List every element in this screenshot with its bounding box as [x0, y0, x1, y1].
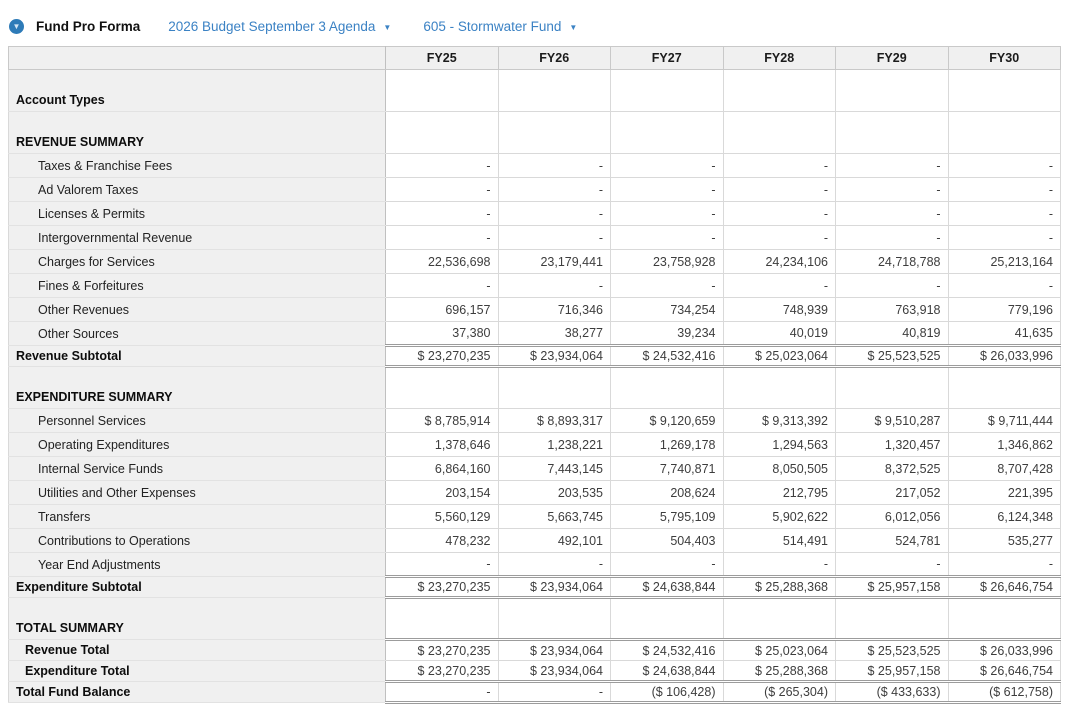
value-cell: $ 26,646,754	[948, 661, 1061, 682]
value-cell	[836, 70, 949, 112]
value-cell: $ 23,934,064	[498, 577, 611, 598]
value-cell: 22,536,698	[386, 250, 499, 274]
value-cell: 6,864,160	[386, 457, 499, 481]
value-cell	[498, 598, 611, 640]
row-label: Transfers	[9, 505, 386, 529]
value-cell: 535,277	[948, 529, 1061, 553]
row-label: Year End Adjustments	[9, 553, 386, 577]
value-cell: 492,101	[498, 529, 611, 553]
value-cell: -	[836, 178, 949, 202]
value-cell: $ 26,646,754	[948, 577, 1061, 598]
value-cell: 5,663,745	[498, 505, 611, 529]
row-label: Operating Expenditures	[9, 433, 386, 457]
fund-dropdown[interactable]	[423, 19, 577, 34]
value-cell: 23,179,441	[498, 250, 611, 274]
value-cell: 478,232	[386, 529, 499, 553]
table-row	[9, 178, 1061, 202]
table-row	[9, 70, 1061, 112]
table-row	[9, 640, 1061, 661]
row-label: Intergovernmental Revenue	[9, 226, 386, 250]
table-row	[9, 661, 1061, 682]
column-header-cell: FY26	[498, 47, 611, 70]
value-cell: 524,781	[836, 529, 949, 553]
value-cell: -	[723, 553, 836, 577]
collapse-section-icon[interactable]: ▼	[9, 19, 24, 34]
value-cell: $ 25,523,525	[836, 346, 949, 367]
value-cell: 1,269,178	[611, 433, 724, 457]
value-cell: 716,346	[498, 298, 611, 322]
value-cell: 23,758,928	[611, 250, 724, 274]
value-cell: 6,012,056	[836, 505, 949, 529]
table-row	[9, 346, 1061, 367]
column-header-cell: FY25	[386, 47, 499, 70]
value-cell	[948, 112, 1061, 154]
value-cell: $ 24,532,416	[611, 346, 724, 367]
value-cell: 212,795	[723, 481, 836, 505]
value-cell: -	[723, 154, 836, 178]
value-cell: $ 24,532,416	[611, 640, 724, 661]
value-cell: $ 25,957,158	[836, 577, 949, 598]
table-row	[9, 505, 1061, 529]
value-cell: 696,157	[386, 298, 499, 322]
value-cell: 208,624	[611, 481, 724, 505]
value-cell: 37,380	[386, 322, 499, 346]
column-header-cell: FY30	[948, 47, 1061, 70]
value-cell	[498, 70, 611, 112]
column-header-cell: FY29	[836, 47, 949, 70]
value-cell: 8,707,428	[948, 457, 1061, 481]
value-cell: -	[836, 154, 949, 178]
chevron-down-icon: ▼	[569, 23, 578, 32]
value-cell: $ 25,523,525	[836, 640, 949, 661]
table-row	[9, 154, 1061, 178]
value-cell	[386, 367, 499, 409]
table-row	[9, 298, 1061, 322]
row-label: Other Revenues	[9, 298, 386, 322]
row-label: Other Sources	[9, 322, 386, 346]
value-cell	[611, 367, 724, 409]
value-cell	[723, 112, 836, 154]
row-label: Revenue Total	[9, 640, 386, 661]
value-cell: 217,052	[836, 481, 949, 505]
value-cell: 748,939	[723, 298, 836, 322]
row-label: Taxes & Franchise Fees	[9, 154, 386, 178]
value-cell: 25,213,164	[948, 250, 1061, 274]
value-cell: $ 25,023,064	[723, 346, 836, 367]
row-label: REVENUE SUMMARY	[9, 112, 386, 154]
value-cell: -	[723, 226, 836, 250]
table-row	[9, 457, 1061, 481]
row-label: Licenses & Permits	[9, 202, 386, 226]
value-cell	[723, 70, 836, 112]
value-cell: 203,154	[386, 481, 499, 505]
value-cell: 1,238,221	[498, 433, 611, 457]
value-cell: 40,019	[723, 322, 836, 346]
proforma-table	[8, 46, 1061, 704]
row-label: Internal Service Funds	[9, 457, 386, 481]
page-title: Fund Pro Forma	[36, 19, 141, 34]
value-cell: $ 8,893,317	[498, 409, 611, 433]
table-row	[9, 433, 1061, 457]
header-row	[9, 47, 1061, 70]
value-cell: -	[498, 226, 611, 250]
value-cell	[611, 70, 724, 112]
value-cell: 734,254	[611, 298, 724, 322]
value-cell: 7,443,145	[498, 457, 611, 481]
table-row	[9, 529, 1061, 553]
value-cell: -	[386, 154, 499, 178]
value-cell	[498, 112, 611, 154]
value-cell	[836, 598, 949, 640]
value-cell: $ 23,934,064	[498, 640, 611, 661]
value-cell: -	[611, 154, 724, 178]
row-label: Account Types	[9, 70, 386, 112]
value-cell: 39,234	[611, 322, 724, 346]
value-cell: -	[948, 274, 1061, 298]
value-cell: 1,294,563	[723, 433, 836, 457]
value-cell: 504,403	[611, 529, 724, 553]
value-cell	[386, 112, 499, 154]
row-label: Charges for Services	[9, 250, 386, 274]
toolbar	[0, 0, 1066, 40]
value-cell: -	[498, 553, 611, 577]
value-cell: -	[611, 202, 724, 226]
value-cell: $ 23,934,064	[498, 346, 611, 367]
value-cell: $ 24,638,844	[611, 661, 724, 682]
value-cell: $ 23,270,235	[386, 661, 499, 682]
value-cell: -	[723, 178, 836, 202]
value-cell: $ 9,711,444	[948, 409, 1061, 433]
value-cell: 7,740,871	[611, 457, 724, 481]
chevron-down-icon: ▼	[383, 23, 392, 32]
table-row	[9, 250, 1061, 274]
value-cell: 221,395	[948, 481, 1061, 505]
value-cell	[948, 598, 1061, 640]
value-cell: $ 25,957,158	[836, 661, 949, 682]
fund-label: 605 - Stormwater Fund	[423, 19, 562, 34]
value-cell: -	[498, 202, 611, 226]
row-label: Contributions to Operations	[9, 529, 386, 553]
value-cell: $ 23,270,235	[386, 577, 499, 598]
value-cell: $ 23,270,235	[386, 640, 499, 661]
value-cell: 41,635	[948, 322, 1061, 346]
value-cell: 1,378,646	[386, 433, 499, 457]
value-cell: -	[386, 178, 499, 202]
value-cell: ($ 612,758)	[948, 682, 1061, 703]
value-cell: $ 25,288,368	[723, 661, 836, 682]
row-label: Fines & Forfeitures	[9, 274, 386, 298]
table-row	[9, 226, 1061, 250]
value-cell: -	[948, 202, 1061, 226]
row-label: Expenditure Subtotal	[9, 577, 386, 598]
row-label: Expenditure Total	[9, 661, 386, 682]
value-cell: 24,718,788	[836, 250, 949, 274]
row-label: Total Fund Balance	[9, 682, 386, 703]
value-cell: -	[386, 202, 499, 226]
value-cell: -	[836, 553, 949, 577]
value-cell: $ 9,313,392	[723, 409, 836, 433]
value-cell: -	[611, 226, 724, 250]
value-cell: -	[723, 202, 836, 226]
value-cell	[948, 367, 1061, 409]
value-cell: $ 26,033,996	[948, 640, 1061, 661]
value-cell: ($ 433,633)	[836, 682, 949, 703]
value-cell: $ 25,288,368	[723, 577, 836, 598]
value-cell: -	[948, 154, 1061, 178]
value-cell: -	[498, 154, 611, 178]
value-cell: -	[948, 553, 1061, 577]
value-cell: -	[386, 274, 499, 298]
corner-header-cell	[9, 47, 386, 70]
row-label: TOTAL SUMMARY	[9, 598, 386, 640]
value-cell: 203,535	[498, 481, 611, 505]
value-cell: 6,124,348	[948, 505, 1061, 529]
value-cell: -	[498, 178, 611, 202]
value-cell: 24,234,106	[723, 250, 836, 274]
value-cell: 763,918	[836, 298, 949, 322]
value-cell: -	[386, 553, 499, 577]
value-cell: $ 8,785,914	[386, 409, 499, 433]
table-row	[9, 202, 1061, 226]
value-cell: -	[948, 178, 1061, 202]
value-cell: -	[948, 226, 1061, 250]
table-row	[9, 598, 1061, 640]
value-cell: 40,819	[836, 322, 949, 346]
row-label: Utilities and Other Expenses	[9, 481, 386, 505]
value-cell	[498, 367, 611, 409]
value-cell	[836, 112, 949, 154]
value-cell: 8,372,525	[836, 457, 949, 481]
budget-version-dropdown[interactable]	[168, 19, 391, 34]
value-cell: $ 24,638,844	[611, 577, 724, 598]
table-header	[9, 47, 1061, 70]
row-label: Ad Valorem Taxes	[9, 178, 386, 202]
value-cell	[723, 367, 836, 409]
table-row	[9, 409, 1061, 433]
value-cell: $ 23,934,064	[498, 661, 611, 682]
value-cell: ($ 265,304)	[723, 682, 836, 703]
value-cell	[611, 112, 724, 154]
value-cell: -	[386, 226, 499, 250]
value-cell: 5,795,109	[611, 505, 724, 529]
value-cell: $ 23,270,235	[386, 346, 499, 367]
value-cell: -	[611, 178, 724, 202]
value-cell: 779,196	[948, 298, 1061, 322]
table-row	[9, 112, 1061, 154]
table-row	[9, 553, 1061, 577]
value-cell: 38,277	[498, 322, 611, 346]
column-header-cell: FY28	[723, 47, 836, 70]
value-cell: -	[836, 226, 949, 250]
value-cell: $ 9,510,287	[836, 409, 949, 433]
table-row	[9, 367, 1061, 409]
table-row	[9, 322, 1061, 346]
row-label: Personnel Services	[9, 409, 386, 433]
value-cell: -	[498, 682, 611, 703]
value-cell: -	[386, 682, 499, 703]
value-cell: -	[611, 553, 724, 577]
value-cell: $ 25,023,064	[723, 640, 836, 661]
value-cell: 5,560,129	[386, 505, 499, 529]
value-cell: -	[836, 202, 949, 226]
value-cell	[723, 598, 836, 640]
value-cell: -	[611, 274, 724, 298]
column-header-cell: FY27	[611, 47, 724, 70]
value-cell: 5,902,622	[723, 505, 836, 529]
value-cell	[386, 70, 499, 112]
value-cell	[386, 598, 499, 640]
table-row	[9, 577, 1061, 598]
value-cell	[948, 70, 1061, 112]
table-row	[9, 481, 1061, 505]
table-row	[9, 274, 1061, 298]
row-label: EXPENDITURE SUMMARY	[9, 367, 386, 409]
row-label: Revenue Subtotal	[9, 346, 386, 367]
value-cell: $ 9,120,659	[611, 409, 724, 433]
value-cell	[836, 367, 949, 409]
value-cell	[611, 598, 724, 640]
value-cell: -	[836, 274, 949, 298]
budget-version-label: 2026 Budget September 3 Agenda	[168, 19, 376, 34]
value-cell: ($ 106,428)	[611, 682, 724, 703]
value-cell: $ 26,033,996	[948, 346, 1061, 367]
value-cell: -	[723, 274, 836, 298]
value-cell: 1,320,457	[836, 433, 949, 457]
value-cell: -	[498, 274, 611, 298]
table-body	[9, 70, 1061, 703]
value-cell: 1,346,862	[948, 433, 1061, 457]
value-cell: 514,491	[723, 529, 836, 553]
table-row	[9, 682, 1061, 703]
value-cell: 8,050,505	[723, 457, 836, 481]
